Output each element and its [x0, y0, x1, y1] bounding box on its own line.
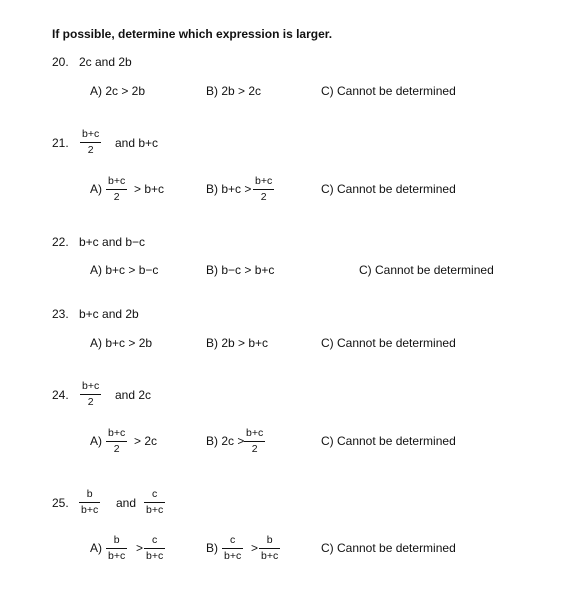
question-21-stem-rest: and b+c: [115, 136, 159, 150]
question-25-option-c[interactable]: C) Cannot be determined: [321, 541, 456, 555]
question-25-option-a-label[interactable]: A): [90, 541, 102, 555]
question-23-stem: b+c and 2b: [79, 307, 139, 321]
fraction-numerator: b: [266, 534, 273, 546]
question-24-option-a-fraction: [106, 428, 127, 454]
question-21-option-b-fraction: [253, 176, 274, 202]
fraction-denominator: b+c: [108, 549, 126, 562]
question-21-option-a-fraction: [106, 176, 127, 202]
question-24-number: 24.: [52, 388, 69, 402]
fraction-numerator: b+c: [108, 175, 126, 187]
question-20-number: 20.: [52, 55, 69, 69]
question-21-option-c[interactable]: C) Cannot be determined: [321, 182, 456, 196]
fraction-numerator: c: [151, 534, 158, 546]
question-22-option-a[interactable]: A) b+c > b−c: [90, 263, 159, 277]
question-24-option-b-label[interactable]: B) 2c >: [206, 434, 245, 448]
question-22-option-c[interactable]: C) Cannot be determined: [359, 263, 494, 277]
question-22-stem: b+c and b−c: [79, 235, 146, 249]
question-25-option-a-fraction-1: [106, 535, 127, 561]
fraction-denominator: 2: [87, 143, 94, 156]
fraction-denominator: b+c: [224, 549, 242, 562]
fraction-denominator: 2: [113, 442, 120, 455]
fraction-numerator: b+c: [82, 380, 100, 392]
question-25-number: 25.: [52, 496, 69, 510]
fraction-numerator: b: [86, 488, 93, 500]
question-24-option-b-fraction: [244, 428, 265, 454]
question-21-option-a-rest: > b+c: [134, 182, 165, 196]
fraction-denominator: 2: [113, 190, 120, 203]
question-24-option-a-rest: > 2c: [134, 434, 158, 448]
question-22-option-b[interactable]: B) b−c > b+c: [206, 263, 275, 277]
question-25-stem-and: and: [116, 496, 137, 510]
fraction-denominator: b+c: [261, 549, 279, 562]
question-24-option-c[interactable]: C) Cannot be determined: [321, 434, 456, 448]
fraction-denominator: b+c: [81, 503, 99, 516]
question-20-option-c[interactable]: C) Cannot be determined: [321, 84, 456, 98]
fraction-numerator: c: [151, 488, 158, 500]
question-24-option-a-label[interactable]: A): [90, 434, 102, 448]
question-20-stem: 2c and 2b: [79, 55, 132, 69]
question-23-option-c[interactable]: C) Cannot be determined: [321, 336, 456, 350]
fraction-numerator: b+c: [108, 427, 126, 439]
question-20-option-b[interactable]: B) 2b > 2c: [206, 84, 262, 98]
fraction-numerator: c: [229, 534, 236, 546]
fraction-denominator: 2: [260, 190, 267, 203]
fraction-numerator: b+c: [82, 128, 100, 140]
question-20-option-a[interactable]: A) 2c > 2b: [90, 84, 146, 98]
fraction-denominator: 2: [87, 395, 94, 408]
question-21-number: 21.: [52, 136, 69, 150]
fraction-denominator: b+c: [146, 549, 164, 562]
question-24-stem-fraction: [80, 381, 101, 407]
question-23-number: 23.: [52, 307, 69, 321]
question-24-stem-rest: and 2c: [115, 388, 152, 402]
question-25-option-b-gt: >: [251, 541, 259, 555]
question-22-number: 22.: [52, 235, 69, 249]
question-25-stem-fraction-1: [79, 489, 100, 515]
fraction-denominator: b+c: [146, 503, 164, 516]
question-21-stem-fraction: [80, 129, 101, 155]
fraction-numerator: b+c: [246, 427, 264, 439]
question-23-option-b[interactable]: B) 2b > b+c: [206, 336, 269, 350]
instructions-title: If possible, determine which expression is larger.: [52, 27, 333, 41]
question-25-option-b-fraction-1: [222, 535, 243, 561]
question-25-stem-fraction-2: [144, 489, 165, 515]
question-23-option-a[interactable]: A) b+c > 2b: [90, 336, 153, 350]
question-25-option-b-fraction-2: [259, 535, 280, 561]
question-21-option-b-label[interactable]: B) b+c >: [206, 182, 252, 196]
fraction-numerator: b: [113, 534, 120, 546]
question-25-option-a-fraction-2: [144, 535, 165, 561]
question-21-option-a-label[interactable]: A): [90, 182, 102, 196]
question-25-option-a-gt: >: [136, 541, 144, 555]
fraction-numerator: b+c: [255, 175, 273, 187]
question-25-option-b-label[interactable]: B): [206, 541, 218, 555]
fraction-denominator: 2: [251, 442, 258, 455]
